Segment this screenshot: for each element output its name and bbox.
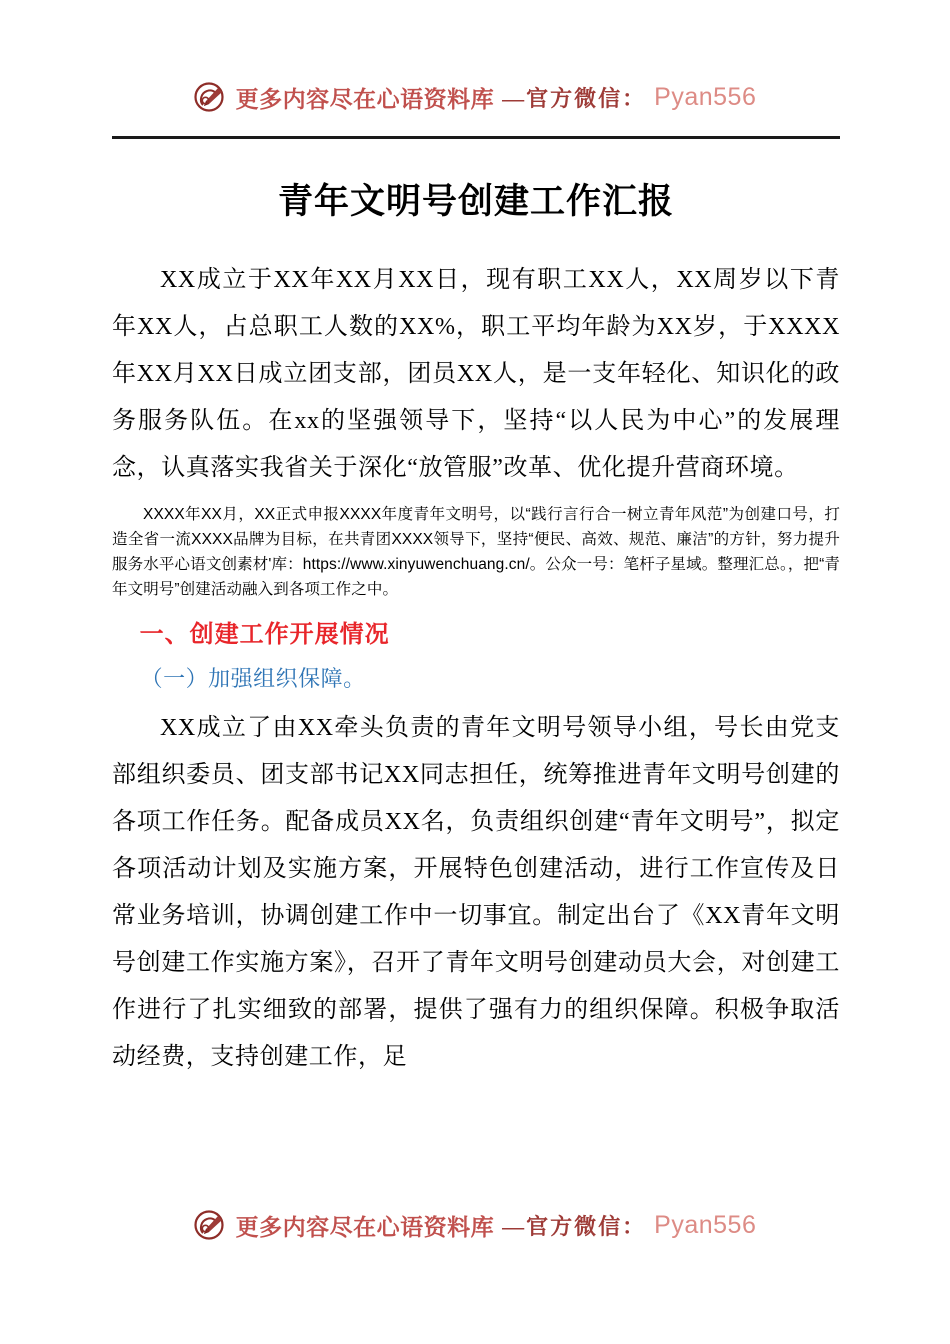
section-heading-one: 一、创建工作开展情况 [139,621,390,649]
watermark-label-text-footer: —官方微信： [502,1213,647,1239]
paragraph-note: XXXX年XX月，XX正式申报XXXX年度青年文明号，以“践行言行合一树立青年风范”为创建口号，打造全省一流XXXX品牌为目标，在共青团XXXX领导下，坚持“便民、高效、规范、廉洁”的方针，努力提升服务水平心语文创素材'库：https://www.xinyuwenchuang.cn/。公众一号：笔杆子星域。整理汇总。，把“青年文明号”创建活动融入到各项工作之中。 [112,506,840,599]
watermark-wechat-code: Pyan556 [654,82,757,111]
brush-circle-logo-icon-footer [194,1208,228,1242]
watermark-main-text: 更多内容尽在心语资料库 [235,86,495,112]
paragraph-organization: XX成立了由XX牵头负责的青年文明号领导小组，号长由党支部组织委员、团支部书记XX同志担任，统筹推进青年文明号创建的各项工作任务。配备成员XX名，负责组织创建“青年文明号”，拟定各项活动计划及实施方案，开展特色创建活动，进行工作宣传及日常业务培训，协调创建工作中一切事宜。制定出台了《XX青年文明号创建工作实施方案》，召开了青年文明号创建动员大会，对创建工作进行了扎实细致的部署，提供了强有力的组织保障。积极争取活动经费，支持创建工作，足 [112,714,840,1070]
header-watermark [0,80,950,114]
watermark-main-text-footer: 更多内容尽在心语资料库 [235,1214,495,1240]
watermark-wechat-code-footer: Pyan556 [654,1210,757,1239]
document-body [112,178,840,1085]
subsection-heading-one: （一）加强组织保障。 [140,665,366,691]
watermark-label-text: —官方微信： [502,85,647,111]
footer-watermark [0,1208,950,1242]
page-title: 青年文明号创建工作汇报 [277,182,674,221]
brush-circle-logo-icon [194,80,228,114]
header-divider [112,136,840,139]
paragraph-intro: XX成立于XX年XX月XX日，现有职工XX人，XX周岁以下青年XX人，占总职工人数的XX%，职工平均年龄为XX岁，于XXXX年XX月XX日成立团支部，团员XX人，是一支年轻化、知识化的政务服务队伍。在xx的坚强领导下，坚持“以人民为中心”的发展理念，认真落实我省关于深化“放管服”改革、优化提升营商环境。 [112,267,840,482]
